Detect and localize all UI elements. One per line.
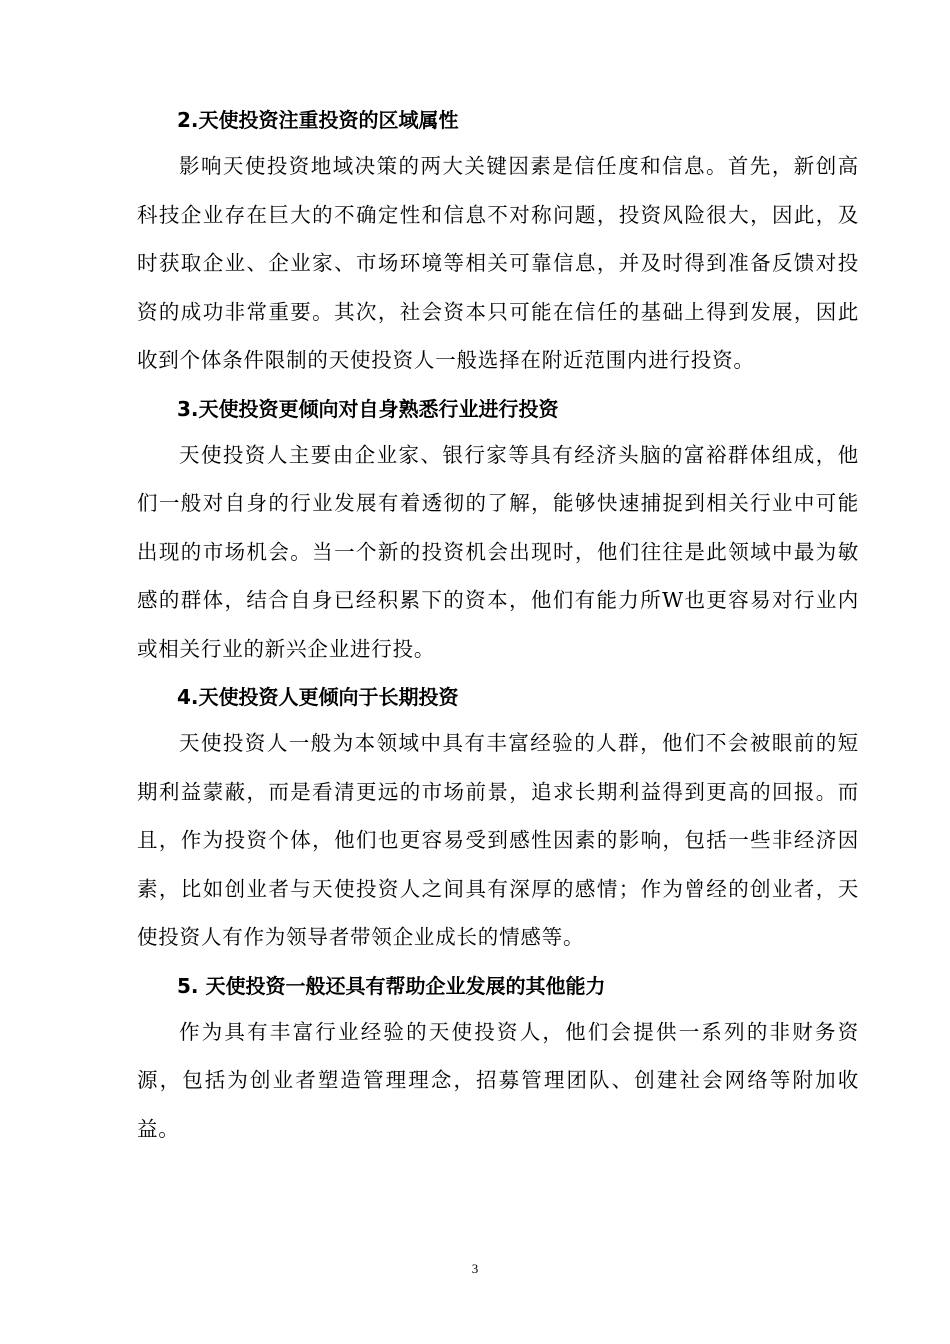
page-number: 3 [471,1261,479,1276]
section-heading-long-term-investment: 4.天使投资人更倾向于长期投资 [177,685,459,709]
section-paragraph-long-term-investment: 天使投资人一般为本领域中具有丰富经验的人群，他们不会被眼前的短期利益蒙蔽，而是看清更远的市场前景，追求长期利益得到更高的回报。而且，作为投资个体，他们也更容易受到感性因素的影响，包括一些非经济因素，比如创业者与天使投资人之间具有深厚的感情；作为曾经的创业者，天使投资人有作为领导者带领企业成长的情感等。 [137,731,859,949]
section-heading-regional-attribute: 2.天使投资注重投资的区域属性 [177,108,459,132]
section-heading-familiar-industry: 3.天使投资更倾向对自身熟悉行业进行投资 [177,396,559,421]
section-paragraph-familiar-industry: 天使投资人主要由企业家、银行家等具有经济头脑的富裕群体组成，他们一般对自身的行业发展有着透彻的了解，能够快速捕捉到相关行业中可能出现的市场机会。当一个新的投资机会出现时，他们往往是此领域中最为敏感的群体，结合自身已经积累下的资本，他们有能力所W也更容易对行业内或相关行业的新兴企业进行投。 [137,442,859,661]
section-heading-other-capabilities: 5. 天使投资一般还具有帮助企业发展的其他能力 [177,973,606,998]
section-paragraph-regional-attribute: 影响天使投资地域决策的两大关键因素是信任度和信息。首先，新创高科技企业存在巨大的不确定性和信息不对称问题，投资风险很大，因此，及时获取企业、企业家、市场环境等相关可靠信息，并及时得到准备反馈对投资的成功非常重要。其次，社会资本只可能在信任的基础上得到发展，因此收到个体条件限制的天使投资人一般选择在附近范围内进行投资。 [137,154,859,372]
page-body [137,98,859,1155]
section-paragraph-other-capabilities: 作为具有丰富行业经验的天使投资人，他们会提供一系列的非财务资源，包括为创业者塑造管理理念，招募管理团队、创建社会网络等附加收益。 [137,1019,859,1141]
